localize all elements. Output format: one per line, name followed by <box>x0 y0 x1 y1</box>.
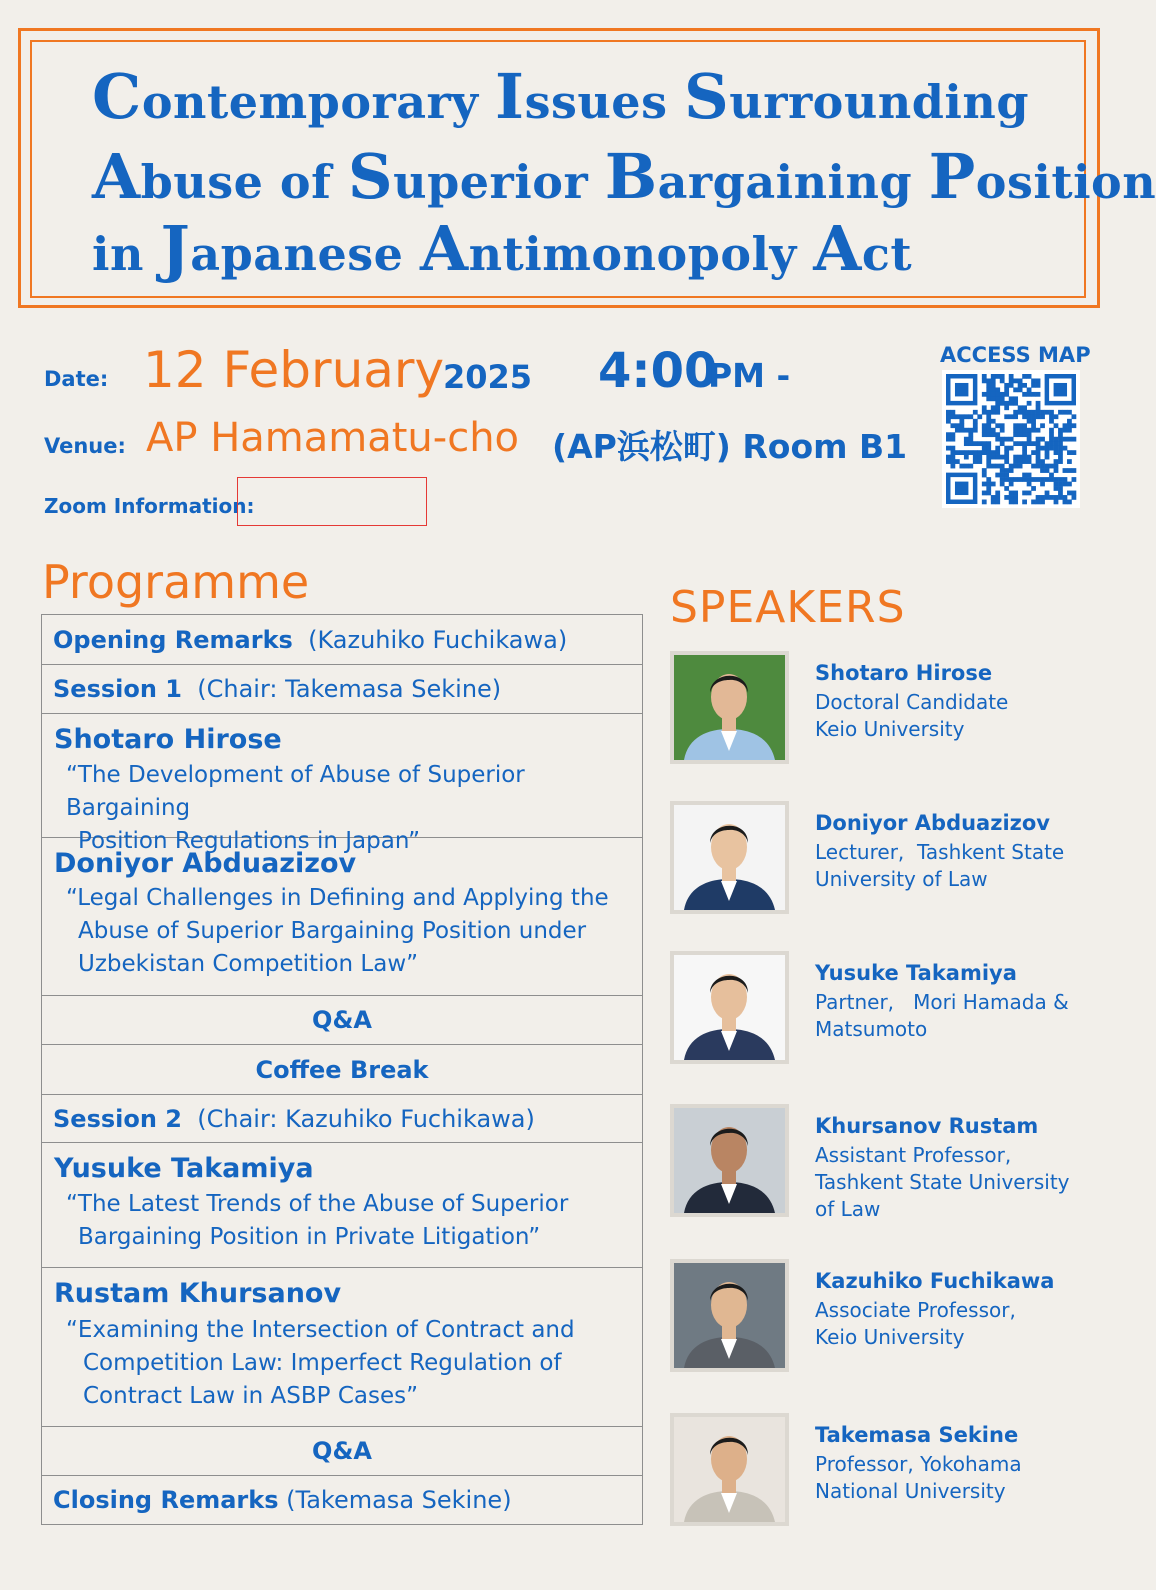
date-label: Date: <box>44 367 109 391</box>
talk-title-line: “Examining the Intersection of Contract and <box>66 1317 575 1343</box>
title-initial: J <box>160 212 191 285</box>
title-initial: P <box>928 140 976 213</box>
title-word: in <box>92 227 161 281</box>
talk-title <box>66 1188 632 1254</box>
title-line-1 <box>92 60 1029 133</box>
speaker-affiliation-line: Tashkent State University <box>815 1170 1070 1194</box>
talk-title-line: Competition Law: Imperfect Regulation of <box>83 1350 562 1376</box>
talk-speaker: Shotaro Hirose <box>54 724 282 755</box>
speaker-affiliation-line: of Law <box>815 1197 881 1221</box>
programme-heading: Programme <box>42 555 310 609</box>
title-word: urrounding <box>729 75 1029 129</box>
qa-row: Q&A <box>42 1427 642 1476</box>
speaker-affiliation <box>815 1451 1095 1505</box>
speaker-affiliation-line: Doctoral Candidate <box>815 690 1009 714</box>
title-word: ssues <box>524 75 684 129</box>
qa-row: Q&A <box>42 996 642 1045</box>
title-line-3 <box>92 212 913 285</box>
person-portrait-icon <box>674 655 785 760</box>
speaker-name: Shotaro Hirose <box>815 661 993 685</box>
title-line-2 <box>92 140 1156 213</box>
closing-remarks-label: Closing Remarks <box>53 1486 279 1514</box>
person-portrait-icon <box>674 1263 785 1368</box>
venue-detail: (AP浜松町) Room B1 <box>552 427 908 466</box>
talk-row <box>42 714 642 854</box>
time-main: 4:00 <box>598 343 718 399</box>
title-initial: A <box>92 140 141 213</box>
speaker-photo <box>670 801 789 914</box>
date-main: 12 February <box>143 341 445 399</box>
speaker-affiliation-line: Assistant Professor, <box>815 1143 1012 1167</box>
speaker-affiliation <box>815 1297 1095 1351</box>
speaker-affiliation-line: Professor, Yokohama <box>815 1452 1022 1476</box>
talk-title-line: Bargaining Position in Private Litigation” <box>78 1224 541 1250</box>
title-initial: B <box>604 140 658 213</box>
title-word: uperior <box>393 155 605 209</box>
talk-title-line: Position Regulations in Japan” <box>78 828 421 854</box>
title-initial: A <box>813 212 862 285</box>
talk-title-line: Abuse of Superior Bargaining Position under <box>78 918 587 944</box>
speaker-card <box>670 1413 1100 1531</box>
title-initial: I <box>495 60 525 133</box>
speaker-photo <box>670 1104 789 1217</box>
time-suffix: PM - <box>708 356 791 395</box>
title-word: ntimonopoly <box>468 227 814 281</box>
opening-remarks-row <box>42 615 642 665</box>
speaker-card <box>670 651 1100 769</box>
opening-remarks-label: Opening Remarks <box>53 625 293 654</box>
zoom-info-box[interactable] <box>237 477 427 526</box>
session-1-label: Session 1 <box>53 675 182 703</box>
qr-code-icon <box>942 370 1080 508</box>
title-initial: S <box>347 140 394 213</box>
speaker-photo <box>670 951 789 1064</box>
talk-row <box>42 1143 642 1268</box>
speaker-affiliation-line: Keio University <box>815 717 965 741</box>
venue-main: AP Hamamatu-cho <box>146 415 520 461</box>
zoom-label: Zoom Information: <box>44 494 255 518</box>
title-word: osition <box>975 155 1156 209</box>
speaker-name: Doniyor Abduazizov <box>815 811 1050 835</box>
title-initial: A <box>419 212 469 285</box>
talk-title-line: “The Latest Trends of the Abuse of Superior <box>66 1191 569 1217</box>
access-map-qr-code[interactable] <box>942 370 1080 508</box>
coffee-break-row: Coffee Break <box>42 1045 642 1095</box>
speaker-name: Yusuke Takamiya <box>815 961 1017 985</box>
speaker-name: Khursanov Rustam <box>815 1114 1039 1138</box>
speaker-affiliation-line: Associate Professor, <box>815 1298 1016 1322</box>
talk-speaker: Doniyor Abduazizov <box>54 848 357 879</box>
session-1-row <box>42 665 642 714</box>
title-word: ontemporary <box>141 75 496 129</box>
title-word: argaining <box>657 155 929 209</box>
speakers-heading: SPEAKERS <box>670 582 906 633</box>
opening-remarks-detail: (Kazuhiko Fuchikawa) <box>308 625 568 654</box>
speaker-affiliation <box>815 689 1095 743</box>
session-1-detail: (Chair: Takemasa Sekine) <box>197 675 502 703</box>
speaker-card <box>670 951 1100 1069</box>
speaker-card <box>670 1104 1100 1222</box>
date-year: 2025 <box>443 358 533 396</box>
speaker-affiliation-line: National University <box>815 1479 1006 1503</box>
talk-row <box>42 1268 642 1427</box>
speaker-card <box>670 1259 1100 1377</box>
person-portrait-icon <box>674 1108 785 1213</box>
speaker-photo <box>670 1413 789 1526</box>
programme-table <box>41 614 643 1525</box>
speaker-affiliation-line: University of Law <box>815 867 988 891</box>
person-portrait-icon <box>674 955 785 1060</box>
speaker-affiliation-line: Partner, Mori Hamada & <box>815 990 1069 1014</box>
talk-title-line: “The Development of Abuse of Superior Bargaining <box>66 762 525 821</box>
speaker-affiliation-line: Matsumoto <box>815 1017 928 1041</box>
speaker-photo <box>670 1259 789 1372</box>
speaker-name: Kazuhiko Fuchikawa <box>815 1269 1055 1293</box>
venue-label: Venue: <box>44 434 126 458</box>
speaker-affiliation-line: Keio University <box>815 1325 965 1349</box>
talk-speaker: Rustam Khursanov <box>54 1278 342 1309</box>
speaker-affiliation <box>815 989 1095 1043</box>
session-2-row <box>42 1095 642 1143</box>
session-2-detail: (Chair: Kazuhiko Fuchikawa) <box>197 1104 535 1133</box>
talk-title-line: Uzbekistan Competition Law” <box>78 951 419 977</box>
title-word: apanese <box>190 227 420 281</box>
speaker-affiliation-line: Lecturer, Tashkent State <box>815 840 1065 864</box>
talk-title-line: “Legal Challenges in Defining and Applying the <box>66 885 609 911</box>
session-2-label: Session 2 <box>53 1104 182 1133</box>
title-initial: S <box>683 60 730 133</box>
closing-remarks-row <box>42 1476 642 1524</box>
speaker-affiliation <box>815 839 1095 893</box>
person-portrait-icon <box>674 1417 785 1522</box>
title-word: buse of <box>140 155 348 209</box>
access-map-label: ACCESS MAP <box>940 343 1091 367</box>
speaker-card <box>670 801 1100 919</box>
talk-speaker: Yusuke Takamiya <box>54 1153 314 1184</box>
person-portrait-icon <box>674 805 785 910</box>
talk-title <box>66 882 632 981</box>
talk-row <box>42 838 642 996</box>
title-word: ct <box>861 227 913 281</box>
closing-remarks-detail: (Takemasa Sekine) <box>286 1486 512 1514</box>
talk-title <box>66 1314 632 1413</box>
speaker-name: Takemasa Sekine <box>815 1423 1019 1447</box>
title-initial: C <box>92 60 142 133</box>
talk-title-line: Contract Law in ASBP Cases” <box>83 1383 419 1409</box>
speaker-photo <box>670 651 789 764</box>
speaker-affiliation <box>815 1142 1095 1223</box>
